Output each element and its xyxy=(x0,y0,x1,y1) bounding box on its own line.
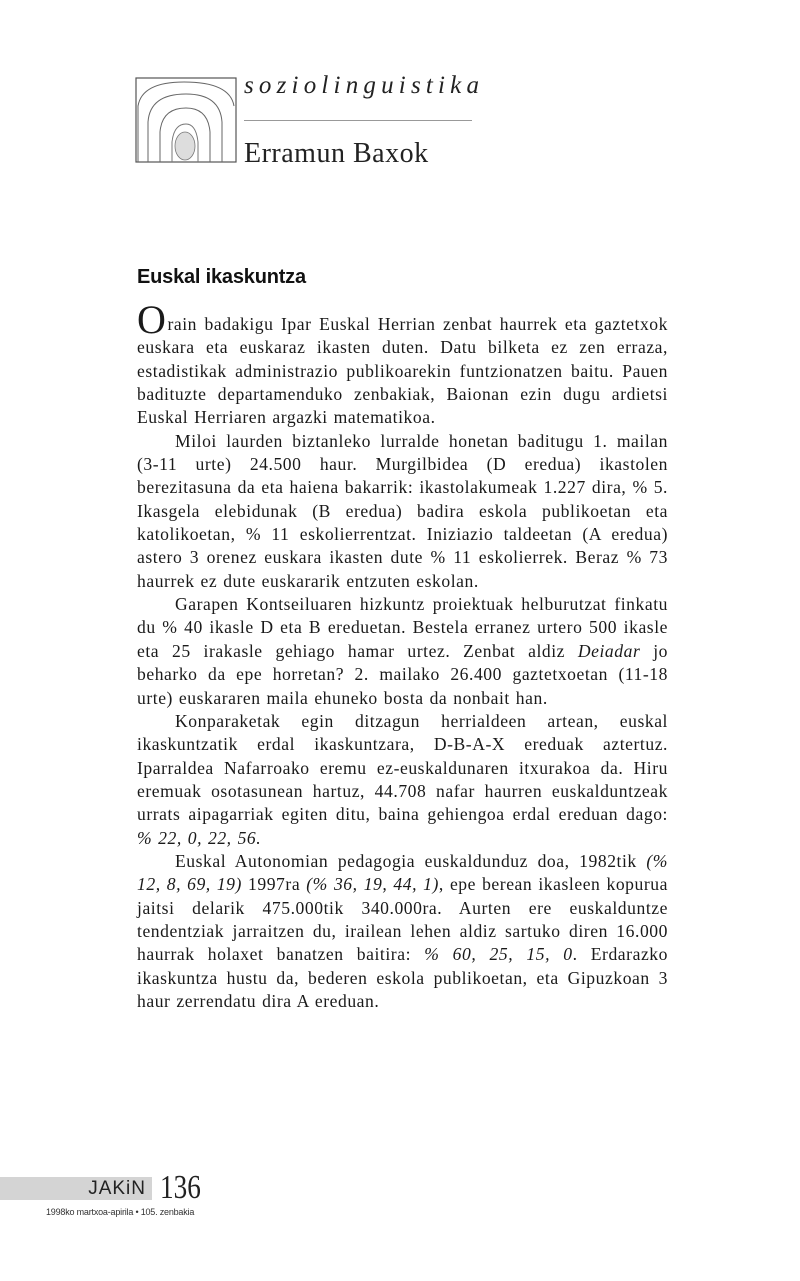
italic-segment: Deiadar xyxy=(577,640,641,661)
journal-name: JAKiN xyxy=(88,1178,146,1199)
author-name: Erramun Baxok xyxy=(244,138,429,169)
text-segment: Garapen Kontseiluaren hizkuntz proiektuak helburutzat finkatu du % 40 ikasle D eta B ereduetan. Bestela erranez urtero 500 ikasle eta 25 irakasle gehiago hamar urtez. Zenbat aldiz xyxy=(137,594,668,661)
drop-cap: O xyxy=(137,297,167,342)
page-number: 136 xyxy=(160,1169,201,1206)
issue-info: 1998ko martxoa-apirila • 105. zenbakia xyxy=(46,1207,195,1217)
article-heading: Euskal ikaskuntza xyxy=(137,266,306,288)
text-segment: , epe berean ikasleen kopurua jaitsi delarik 475.000tik 340.000ra. Aurten ere euskalduntze tendentziak jarraitzen du, irailean lehen aldiz sartuko diren 16.000 haurrak holaxet banatzen baitira: xyxy=(137,874,668,965)
paragraph xyxy=(137,710,668,850)
text-segment: Konparaketak egin ditzagun herrialdeen artean, euskal ikaskuntzatik erdal ikaskuntzara, D-B-A-X ereduak aztertuz. Iparraldea Nafarroako eremu ez-euskaldunaren itxurakoa da. Hiru eremuak osotasunean hartuz, 44.708 nafar haurren euskalduntzeak urrats aipagarriak egiten ditu, baina gehiengoa erdal ereduan dago: xyxy=(137,710,668,825)
header-rule xyxy=(244,120,472,121)
text-segment: . Erdarazko ikaskuntza hustu da, bederen eskola publikoetan, eta Gipuzkoan 3 haur zerrendatu dira A ereduan. xyxy=(137,944,668,1011)
italic-segment: % 60, 25, 15, 0 xyxy=(424,944,573,965)
text-segment: rain badakigu Ipar Euskal Herrian zenbat haurrek eta gaztetxok euskara eta euskaraz ikasten duten. Datu bilketa ez zen erraza, estadistikak administrazio publikoarekin funtzionatzen baitu. Pauen badituzte departamenduko zenbakiak, Baionan ezin dugu ardietsi Euskal Herriaren argazki matematikoa. xyxy=(137,314,668,428)
text-segment: Euskal Autonomian pedagogia euskaldunduz doa, 1982tik xyxy=(175,850,647,871)
paragraph xyxy=(137,850,668,1013)
text-segment: jo beharko da epe horretan? 2. mailako 26.400 gaztetxoetan (11-18 urte) euskararen maila ehuneko bosta da nonbait han. xyxy=(137,640,668,708)
article-body xyxy=(137,297,668,1013)
footer-bar xyxy=(0,1177,152,1200)
paragraph xyxy=(137,297,668,430)
text-segment: 1997ra xyxy=(241,874,307,895)
concentric-arches-logo-icon xyxy=(134,76,240,166)
italic-segment: (% 36, 19, 44, 1) xyxy=(306,874,439,895)
italic-segment: % 22, 0, 22, 56. xyxy=(137,827,262,848)
paragraph xyxy=(137,430,668,593)
section-label: soziolinguistika xyxy=(244,72,485,99)
italic-segment: (% 12, 8, 69, 19) xyxy=(137,850,668,895)
text-segment: Miloi laurden biztanleko lurralde honetan baditugu 1. mailan (3-11 urte) 24.500 haur. Murgilbidea (D eredua) ikastolen berezitasuna da eta haiena bakarrik: ikastolakumeak 1.227 dira, % 5. Ikasgela elebidunak (B eredua) badira eskola publikoetan eta katolikoetan, % 11 eskolierrentzat. Iniziazio taldeetan (A eredua) astero 3 orenez euskara ikasten dute % 11 eskolierrek. Beraz % 73 haurrek ez dute euskararik entzuten eskolan. xyxy=(137,430,668,591)
paragraph xyxy=(137,593,668,710)
